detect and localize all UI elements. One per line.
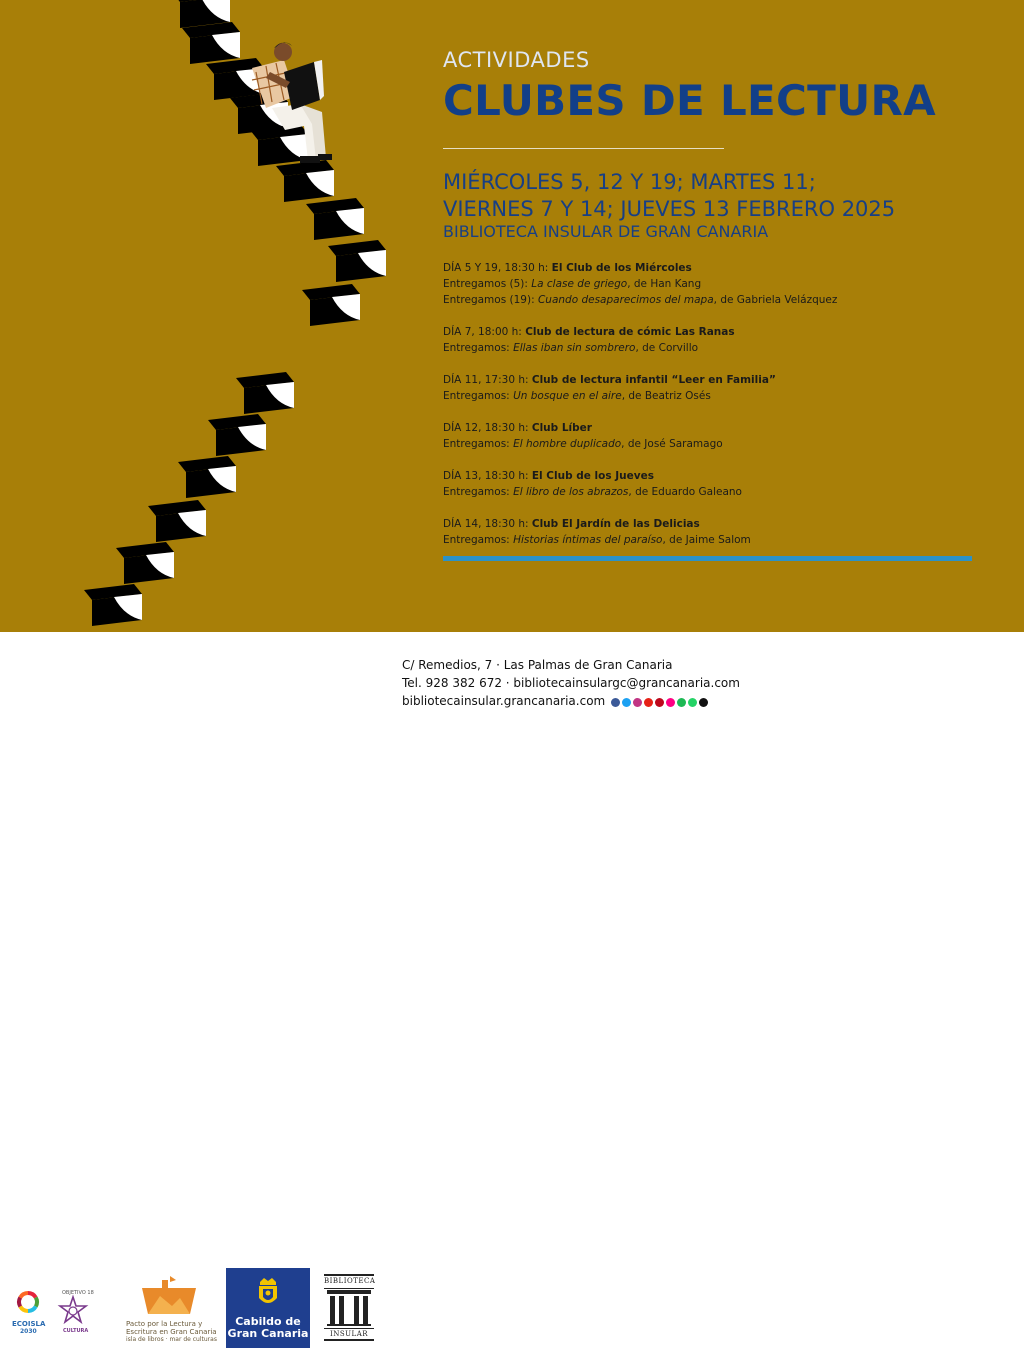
book-author: , de Gabriela Velázquez: [713, 294, 838, 306]
event-heading: [443, 372, 988, 388]
event-item: [443, 420, 988, 452]
contact-block: [402, 656, 740, 711]
event-club-name: Club El Jardín de las Delicias: [531, 518, 700, 530]
main-panel: [0, 0, 1024, 632]
event-club-name: Club de lectura de cómic Las Ranas: [525, 326, 735, 338]
title-divider: [443, 148, 724, 149]
book-step: [148, 500, 206, 542]
book-step: [178, 456, 236, 498]
contact-line: Tel. 928 382 672 · bibliotecainsulargc@grancanaria.com: [402, 676, 740, 690]
blue-divider: [443, 556, 972, 561]
book-step: [276, 160, 334, 202]
event-club-name: Club Líber: [531, 422, 592, 434]
cabildo-label-1: Cabildo de: [235, 1315, 301, 1328]
website-link[interactable]: bibliotecainsular.grancanaria.com: [402, 694, 606, 708]
event-book-line: [443, 532, 988, 548]
event-heading: [443, 420, 988, 436]
events-list: [443, 260, 988, 548]
event-heading: [443, 468, 988, 484]
event-heading: [443, 260, 988, 276]
event-heading: [443, 324, 988, 340]
book-step: [236, 372, 294, 414]
event-item: [443, 516, 988, 548]
web-line: [402, 692, 740, 711]
event-item: [443, 324, 988, 356]
cabildo-logo: [226, 1268, 310, 1348]
event-book-line: [443, 388, 988, 404]
book-title: Historias íntimas del paraíso: [513, 534, 663, 546]
biblioteca-insular-logo: [324, 1274, 374, 1340]
event-time: DÍA 7, 18:00 h:: [443, 326, 526, 338]
book-prefix: Entregamos:: [443, 486, 514, 498]
twitter-icon[interactable]: [622, 698, 631, 707]
book-author: , de Jaime Salom: [662, 534, 751, 546]
facebook-icon[interactable]: [611, 698, 620, 707]
instagram-icon[interactable]: [633, 698, 642, 707]
youtube-icon[interactable]: [644, 698, 653, 707]
ecoisla-sdg-wheel-icon: [10, 1288, 46, 1320]
social-icons: [611, 693, 710, 711]
whatsapp-icon[interactable]: [688, 698, 697, 707]
book-step: [116, 542, 174, 584]
address-line: C/ Remedios, 7 · Las Palmas de Gran Canaria: [402, 658, 673, 672]
book-step: [84, 584, 142, 626]
book-author: , de Corvillo: [635, 342, 699, 354]
tiktok-icon[interactable]: [699, 698, 708, 707]
book-author: , de Han Kang: [627, 278, 702, 290]
book-title: La clase de griego: [531, 278, 628, 290]
event-time: DÍA 12, 18:30 h:: [443, 422, 532, 434]
event-book-line: [443, 340, 988, 356]
event-heading: [443, 516, 988, 532]
pacto-line-3: isla de libros · mar de culturas: [126, 1336, 217, 1343]
footer: [0, 632, 1024, 1343]
venue-name: BIBLIOTECA INSULAR DE GRAN CANARIA: [443, 222, 769, 241]
event-club-name: El Club de los Jueves: [531, 470, 654, 482]
event-time: DÍA 13, 18:30 h:: [443, 470, 532, 482]
dates-line-2: VIERNES 7 Y 14; JUEVES 13 FEBRERO 2025: [443, 197, 896, 221]
book-prefix: Entregamos:: [443, 534, 514, 546]
ecoisla-label: ECOISLA: [12, 1320, 46, 1328]
spotify-icon[interactable]: [677, 698, 686, 707]
book-title: Cuando desaparecimos del mapa: [537, 294, 714, 306]
cultura-label: CULTURA: [63, 1328, 89, 1334]
pacto-line-1: Pacto por la Lectura y: [126, 1320, 203, 1328]
event-book-line: [443, 436, 988, 452]
page-title: CLUBES DE LECTURA: [443, 76, 936, 125]
book-author: , de José Saramago: [621, 438, 723, 450]
event-time: DÍA 11, 17:30 h:: [443, 374, 532, 386]
book-step: [328, 240, 386, 282]
book-step: [182, 22, 240, 64]
ecoisla-year: 2030: [20, 1328, 37, 1335]
book-title: El hombre duplicado: [513, 438, 622, 450]
content-column: [443, 48, 988, 564]
event-item: [443, 260, 988, 308]
book-prefix: Entregamos (5):: [443, 278, 532, 290]
book-step: [306, 198, 364, 240]
cultura-objective-label: OBJETIVO 18: [62, 1290, 94, 1296]
book-prefix: Entregamos (19):: [443, 294, 538, 306]
cabildo-crest-icon: [256, 1276, 280, 1310]
pinterest-icon[interactable]: [655, 698, 664, 707]
book-title: El libro de los abrazos: [513, 486, 629, 498]
biblioteca-label: BIBLIOTECA: [324, 1274, 374, 1289]
event-book-line: [443, 276, 988, 292]
event-club-name: Club de lectura infantil “Leer en Familia”: [531, 374, 776, 386]
book-title: Un bosque en el aire: [513, 390, 622, 402]
event-book-line: [443, 292, 988, 308]
event-club-name: El Club de los Miércoles: [551, 262, 692, 274]
section-kicker: ACTIVIDADES: [443, 48, 590, 72]
dates-block: [443, 169, 988, 223]
staircase-reader-illustration: [0, 0, 440, 632]
lower-steps: [84, 372, 294, 626]
book-prefix: Entregamos:: [443, 438, 514, 450]
event-time: DÍA 5 Y 19, 18:30 h:: [443, 262, 552, 274]
book-step: [250, 124, 308, 166]
flickr-icon[interactable]: [666, 698, 675, 707]
book-author: , de Eduardo Galeano: [628, 486, 742, 498]
cabildo-label-2: Gran Canaria: [227, 1327, 309, 1340]
dates-line-1: MIÉRCOLES 5, 12 Y 19; MARTES 11;: [443, 170, 816, 194]
book-step: [302, 284, 360, 326]
book-title: Ellas iban sin sombrero: [513, 342, 636, 354]
book-prefix: Entregamos:: [443, 390, 514, 402]
cultura-star-icon: [58, 1296, 88, 1324]
pacto-line-2: Escritura en Gran Canaria: [126, 1328, 217, 1336]
book-step: [208, 414, 266, 456]
event-time: DÍA 14, 18:30 h:: [443, 518, 532, 530]
building-columns-icon: [327, 1290, 371, 1326]
event-book-line: [443, 484, 988, 500]
pacto-boat-icon: [140, 1274, 198, 1316]
book-author: , de Beatriz Osés: [621, 390, 711, 402]
event-item: [443, 372, 988, 404]
book-prefix: Entregamos:: [443, 342, 514, 354]
insular-label: INSULAR: [324, 1328, 374, 1341]
event-item: [443, 468, 988, 500]
